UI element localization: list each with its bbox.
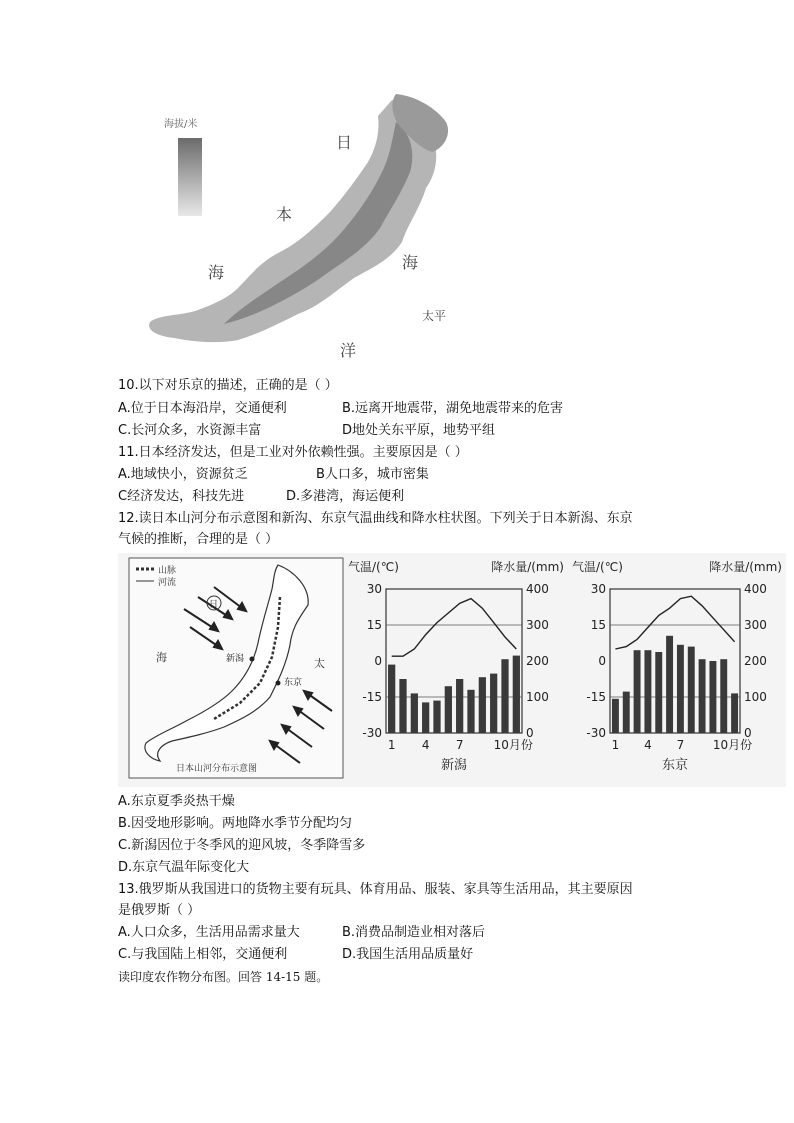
q12-option-c[interactable]: C.新潟因位于冬季风的迎风坡，冬季降雪多 — [118, 838, 366, 853]
precip-bar — [688, 647, 695, 733]
precip-bar — [399, 679, 406, 733]
temp-tick-label: 15 — [366, 618, 382, 632]
temp-tick-label: 15 — [590, 618, 606, 632]
x-tick-label: 4 — [644, 738, 652, 752]
precip-tick-label: 200 — [744, 654, 767, 668]
left-axis-label: 气温/(℃) — [572, 560, 623, 574]
niigata-dot — [250, 657, 255, 662]
precip-bar — [433, 701, 440, 733]
precip-bar — [677, 645, 684, 733]
temp-tick-label: -30 — [362, 726, 382, 740]
x-tick-label: 4 — [421, 738, 430, 752]
precip-bar — [467, 690, 474, 733]
q11-stem: 11.日本经济发达，但是工业对外依赖性强。主要原因是（ ） — [118, 445, 468, 460]
precip-tick-label: 0 — [744, 726, 752, 740]
q10-option-b[interactable]: B.远离开地震带，湖免地震带来的危害 — [342, 401, 564, 416]
precip-tick-label: 200 — [526, 654, 549, 668]
label-north: 日 — [336, 133, 353, 152]
chart-title: 新潟 — [440, 758, 468, 773]
map-label-tokyo: 东京 — [284, 678, 303, 688]
precip-tick-label: 400 — [744, 582, 767, 596]
precip-bar — [513, 656, 520, 733]
legend-mountain: 山脉 — [158, 566, 177, 576]
temp-tick-label: -15 — [362, 690, 382, 704]
q10-option-d[interactable]: D地处关东平原，地势平组 — [342, 423, 496, 438]
temp-tick-label: 0 — [598, 654, 606, 668]
precip-tick-label: 300 — [526, 618, 549, 632]
precip-bar — [456, 679, 463, 733]
legend-river: 河流 — [158, 578, 177, 588]
precip-bar — [666, 636, 673, 733]
elevation-legend-bar — [178, 138, 202, 216]
tokyo-dot — [276, 681, 281, 686]
x-tick-label: 7 — [455, 738, 464, 752]
precip-bar — [644, 650, 651, 733]
chart-title: 东京 — [661, 758, 689, 773]
temp-tick-label: 30 — [590, 582, 606, 596]
q11-option-c[interactable]: C经济发达，科技先进 — [118, 489, 245, 504]
x-tick-label: 1 — [387, 738, 396, 752]
niigata-climate-chart — [346, 555, 566, 785]
precip-bar — [731, 693, 738, 733]
map-caption: 日本山河分布示意图 — [176, 764, 258, 774]
map-label-sun: 日 — [209, 600, 219, 610]
japan-elevation-map — [140, 92, 460, 364]
precip-bar — [422, 702, 429, 733]
q11-option-d[interactable]: D.多港湾，海运便利 — [286, 489, 405, 504]
temperature-line — [615, 596, 734, 649]
temperature-line — [392, 599, 517, 657]
precip-bar — [634, 650, 641, 733]
precip-tick-label: 0 — [526, 726, 534, 740]
temp-tick-label: 30 — [366, 582, 382, 596]
precip-tick-label: 300 — [744, 618, 767, 632]
q13-option-d[interactable]: D.我国生活用品质量好 — [342, 947, 474, 962]
q13-option-c[interactable]: C.与我国陆上相邻，交通便利 — [118, 947, 288, 962]
precip-bar — [699, 659, 706, 733]
japan-river-map — [128, 557, 344, 779]
x-tick-label: 10月份 — [493, 738, 533, 752]
footer-note: 读印度农作物分布图。回答 14-15 题。 — [118, 970, 329, 984]
precip-bar — [411, 693, 418, 733]
q10-option-a[interactable]: A.位于日本海沿岸，交通便利 — [118, 401, 287, 416]
q12-figure — [118, 553, 786, 787]
q12-option-b[interactable]: B.因受地形影响。两地降水季节分配均匀 — [118, 816, 353, 831]
label-pacific: 太平 — [422, 309, 447, 323]
precip-bar — [612, 699, 619, 733]
q13-option-a[interactable]: A.人口众多，生活用品需求量大 — [118, 925, 300, 940]
q12-stem-line1: 12.读日本山河分布示意图和新沟、东京气温曲线和降水柱状图。下列关于日本新潟、东京 — [118, 511, 633, 526]
precip-bar — [720, 659, 727, 733]
precip-bar — [709, 661, 716, 733]
precip-tick-label: 100 — [744, 690, 767, 704]
q10-option-c[interactable]: C.长河众多，水资源丰富 — [118, 423, 262, 438]
x-tick-label: 1 — [611, 738, 620, 752]
label-west: 海 — [208, 263, 225, 282]
map-label-niigata: 新潟 — [226, 654, 245, 664]
label-south: 洋 — [340, 341, 357, 360]
right-axis-label: 降水量/(mm) — [709, 560, 782, 574]
left-axis-label: 气温/(℃) — [348, 560, 399, 574]
precip-bar — [479, 677, 486, 733]
temp-tick-label: -15 — [586, 690, 606, 704]
legend-title: 海拔/米 — [164, 119, 198, 130]
map-label-ocean: 太 — [314, 657, 325, 670]
q12-stem-line2: 气候的推断，合理的是（ ） — [118, 532, 279, 547]
label-sea: 海 — [402, 253, 419, 272]
precip-bar — [490, 674, 497, 733]
q12-option-d[interactable]: D.东京气温年际变化大 — [118, 860, 250, 875]
q12-option-a[interactable]: A.东京夏季炎热干燥 — [118, 794, 235, 809]
q10-stem: 10.以下对乐京的描述，正确的是（ ） — [118, 378, 338, 393]
temp-tick-label: -30 — [586, 726, 606, 740]
q13-stem-line1: 13.俄罗斯从我国进口的货物主要有玩具、体育用品、服装、家具等生活用品，其主要原因 — [118, 882, 633, 897]
x-tick-label: 10月份 — [712, 738, 753, 752]
temp-tick-label: 0 — [374, 654, 382, 668]
precip-tick-label: 100 — [526, 690, 549, 704]
label-east: 本 — [276, 205, 293, 224]
q13-option-b[interactable]: B.消费品制造业相对落后 — [342, 925, 486, 940]
precip-bar — [388, 665, 395, 733]
map-label-sea: 海 — [156, 651, 167, 664]
precip-bar — [445, 686, 452, 733]
tokyo-climate-chart — [570, 555, 784, 785]
precip-bar — [501, 659, 508, 733]
q11-option-b[interactable]: B人口多，城市密集 — [316, 467, 429, 482]
precip-tick-label: 400 — [526, 582, 549, 596]
q13-stem-line2: 是俄罗斯（ ） — [118, 903, 201, 918]
precip-bar — [655, 652, 662, 733]
right-axis-label: 降水量/(mm) — [491, 560, 564, 574]
x-tick-label: 7 — [676, 738, 685, 752]
q11-option-a[interactable]: A.地域快小，资源贫乏 — [118, 467, 248, 482]
precip-bar — [623, 692, 630, 733]
